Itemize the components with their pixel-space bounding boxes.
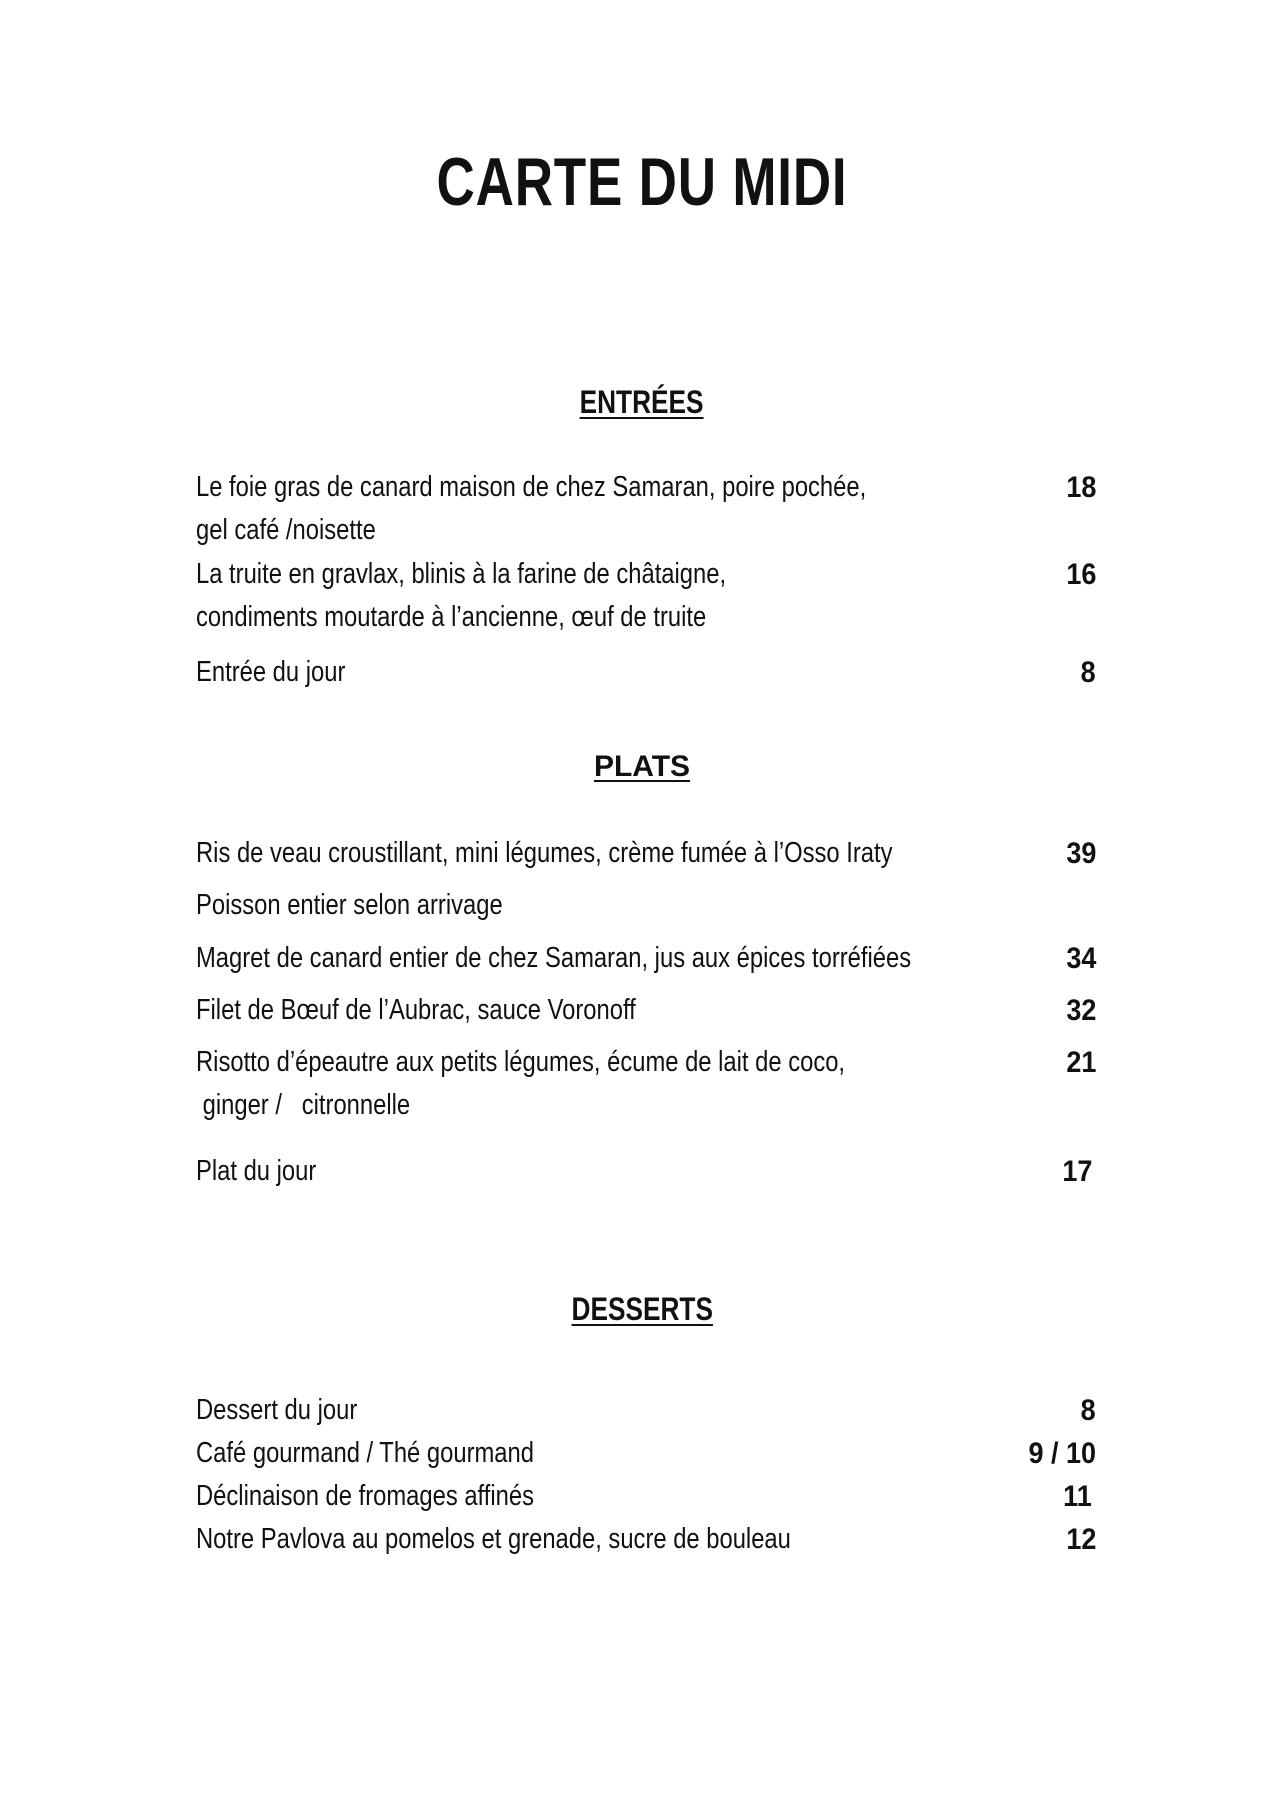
item-price: 11 [1063,1480,1092,1513]
item-description [196,1150,316,1193]
item-price: 32 [1065,994,1096,1027]
item-price: 21 [1065,1046,1096,1079]
menu-item-dessert [196,1432,1096,1475]
menu-item-entree [196,553,1096,639]
item-line-1: Entrée du jour [196,656,346,688]
menu-item-plat [196,989,1096,1032]
item-price: 39 [1065,837,1096,870]
section-heading-label: ENTRÉES [580,384,704,420]
menu-item-plat [196,1041,1096,1129]
item-line-1: Risotto d’épeautre aux petits légumes, écume de lait de coco, [196,1046,846,1078]
item-description [196,1432,534,1475]
section-heading-label: PLATS [593,750,691,783]
menu-item-dessert [196,1475,1096,1518]
item-description [196,1518,791,1561]
item-price: 17 [1061,1155,1092,1188]
menu-item-plat [196,832,1096,875]
item-description [196,1389,357,1432]
item-description [196,937,911,980]
section-heading-desserts [0,1293,1284,1325]
item-line-1: Déclinaison de fromages affinés [196,1480,534,1512]
item-description [196,832,893,875]
menu-item-plat [196,884,1096,927]
item-price: 8 [1080,656,1096,689]
item-line-1: Dessert du jour [196,1394,358,1426]
item-line-1: Poisson entier selon arrivage [196,889,503,921]
item-line-2: gel café /noisette [196,514,376,546]
item-description [196,884,503,927]
menu-item-plat [196,1150,1096,1193]
item-price: 12 [1065,1523,1096,1556]
section-heading-entrees [0,386,1284,418]
menu-title: CARTE DU MIDI [436,144,848,220]
item-description [196,1041,845,1127]
item-description [196,989,636,1032]
item-line-1: La truite en gravlax, blinis à la farine de châtaigne, [196,558,727,590]
item-price: 16 [1065,558,1096,591]
item-line-1: Le foie gras de canard maison de chez Samaran, poire pochée, [196,471,867,503]
item-line-2: ginger / citronnelle [196,1089,411,1121]
item-description [196,466,866,552]
menu-item-entree [196,651,1096,694]
item-price: 18 [1065,471,1096,504]
item-price: 34 [1065,942,1096,975]
item-line-1: Magret de canard entier de chez Samaran, jus aux épices torréfiées [196,942,912,974]
item-description [196,651,345,694]
item-description [196,1475,534,1518]
menu-item-dessert [196,1518,1096,1561]
item-line-1: Plat du jour [196,1155,317,1187]
item-line-1: Notre Pavlova au pomelos et grenade, sucre de bouleau [196,1523,791,1555]
item-line-1: Café gourmand / Thé gourmand [196,1437,534,1469]
section-heading-plats [0,749,1284,782]
item-description [196,553,726,639]
item-line-1: Filet de Bœuf de l’Aubrac, sauce Voronoff [196,994,636,1026]
item-line-1: Ris de veau croustillant, mini légumes, crème fumée à l’Osso Iraty [196,837,893,869]
item-price: 8 [1080,1394,1096,1427]
menu-item-plat [196,937,1096,980]
item-line-2: condiments moutarde à l’ancienne, œuf de truite [196,601,707,633]
item-price: 9 / 10 [1028,1437,1096,1470]
menu-item-dessert [196,1389,1096,1432]
section-heading-label: DESSERTS [571,1291,713,1327]
menu-item-entree [196,466,1096,552]
